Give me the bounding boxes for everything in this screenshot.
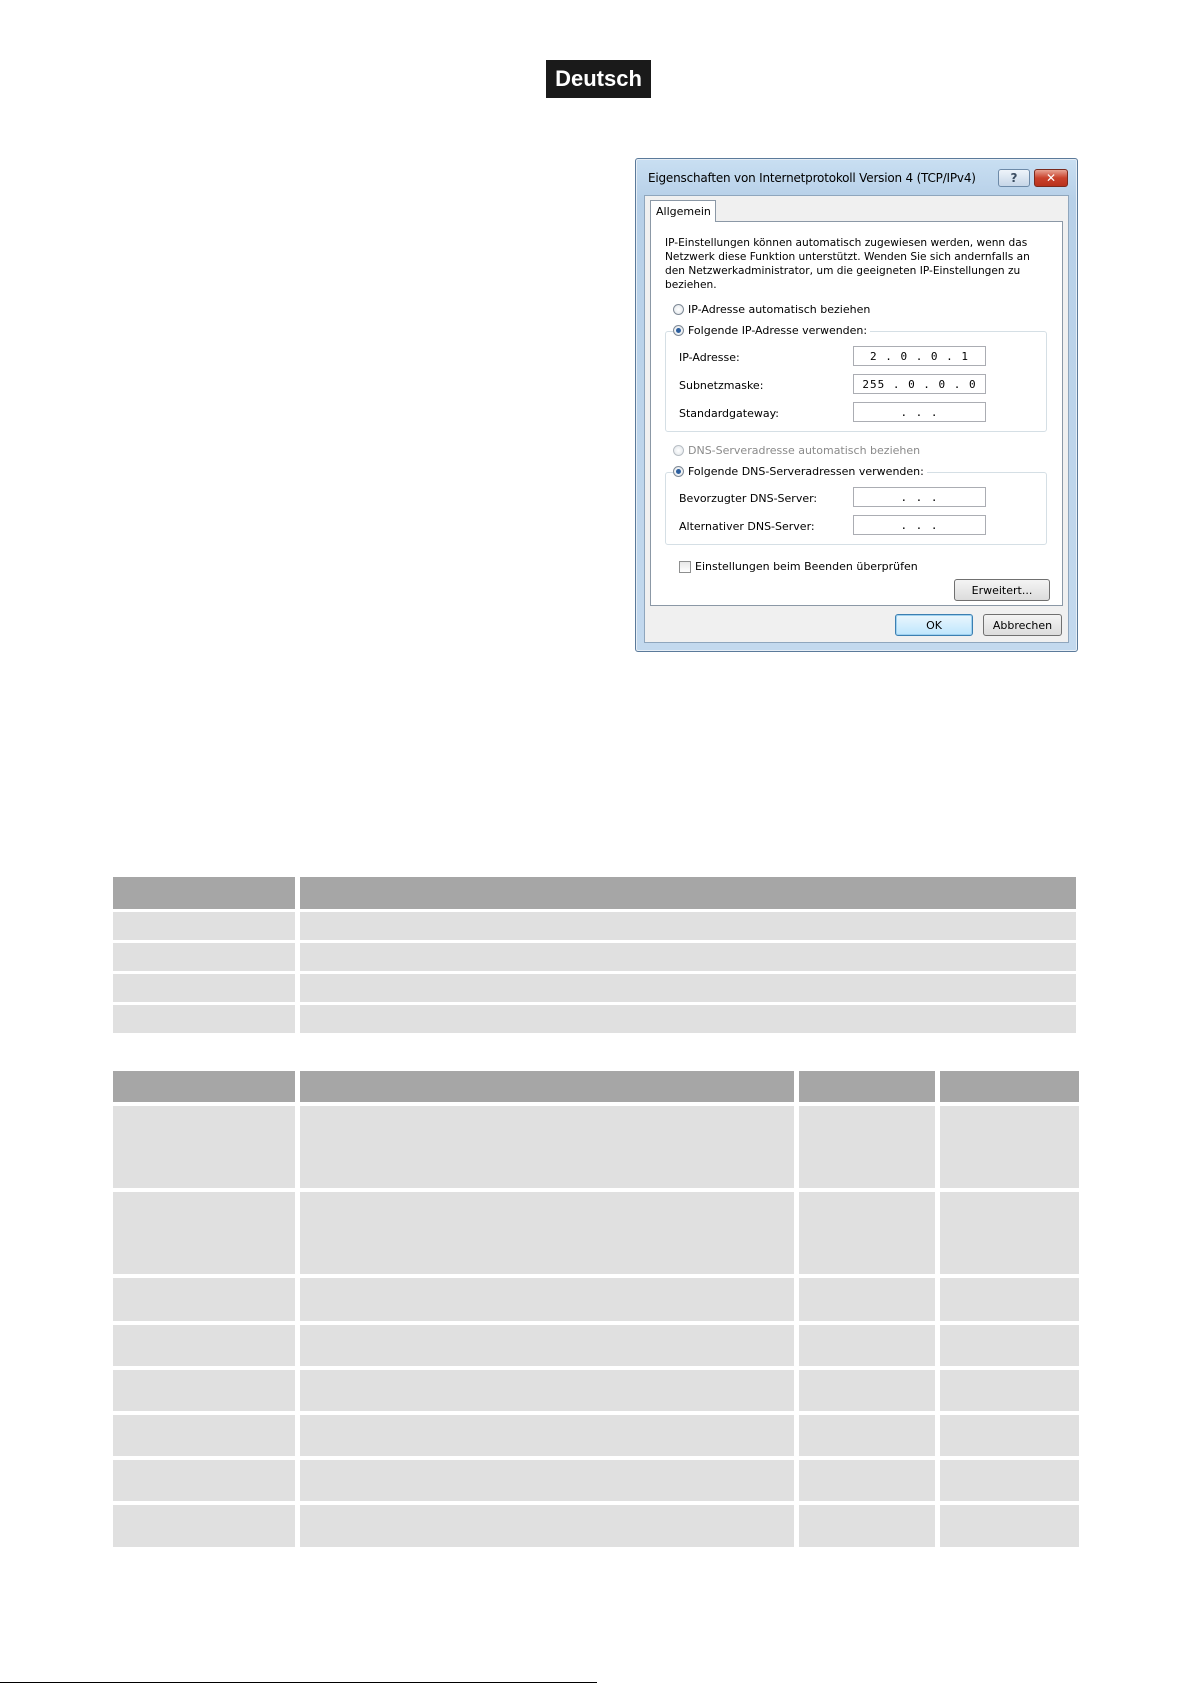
table-cell bbox=[113, 1415, 295, 1456]
table-cell bbox=[799, 1192, 935, 1274]
dns-auto-label: DNS-Serveradresse automatisch beziehen bbox=[688, 444, 921, 457]
table-cell bbox=[300, 1325, 794, 1366]
ip-auto-label: IP-Adresse automatisch beziehen bbox=[688, 303, 871, 316]
table-cell bbox=[940, 1278, 1079, 1321]
close-button[interactable] bbox=[1034, 169, 1068, 187]
table-cell bbox=[113, 943, 295, 971]
table-cell bbox=[113, 1460, 295, 1501]
table-cell bbox=[799, 1415, 935, 1456]
dns-auto-option[interactable] bbox=[673, 444, 923, 457]
table-header-cell bbox=[300, 1071, 794, 1102]
table-cell bbox=[300, 1005, 1076, 1033]
ip-auto-option[interactable] bbox=[673, 303, 873, 316]
table-cell bbox=[113, 1278, 295, 1321]
table-cell bbox=[300, 1505, 794, 1547]
table-cell bbox=[940, 1325, 1079, 1366]
table-cell bbox=[113, 1370, 295, 1411]
table-cell bbox=[300, 1460, 794, 1501]
table-cell bbox=[113, 1106, 295, 1188]
table-header-cell bbox=[113, 877, 295, 909]
table-cell bbox=[300, 912, 1076, 940]
tab-general[interactable]: Allgemein bbox=[650, 200, 716, 222]
table-cell bbox=[799, 1460, 935, 1501]
table-cell bbox=[300, 1415, 794, 1456]
table-cell bbox=[300, 1278, 794, 1321]
table-cell bbox=[300, 1106, 794, 1188]
table-header-cell bbox=[113, 1071, 295, 1102]
general-tab-panel bbox=[650, 221, 1063, 606]
table-header-cell bbox=[940, 1071, 1079, 1102]
subnet-mask-input[interactable]: 255 . 0 . 0 . 0 bbox=[853, 374, 986, 394]
table-cell bbox=[799, 1278, 935, 1321]
ip-manual-label: Folgende IP-Adresse verwenden: bbox=[688, 324, 868, 337]
dialog-title: Eigenschaften von Internetprotokoll Version 4 (TCP/IPv4) bbox=[648, 171, 976, 185]
table-cell bbox=[940, 1415, 1079, 1456]
ip-manual-option[interactable] bbox=[673, 324, 870, 337]
subnet-mask-label: Subnetzmaske: bbox=[679, 379, 764, 392]
radio-button-selected[interactable] bbox=[673, 325, 684, 336]
intro-text: IP-Einstellungen können automatisch zugewiesen werden, wenn das Netzwerk diese Funktion unterstützt. Wenden Sie sich andernfalls an den Netzwerkadministrator, um die geeigneten IP-Einstellungen zu beziehen. bbox=[665, 237, 1030, 291]
table-cell bbox=[113, 974, 295, 1002]
table-cell bbox=[113, 1325, 295, 1366]
close-icon: ✕ bbox=[1045, 171, 1057, 185]
radio-button[interactable] bbox=[673, 304, 684, 315]
dns-manual-option[interactable] bbox=[673, 465, 927, 478]
checkbox[interactable] bbox=[679, 561, 691, 573]
gateway-label: Standardgateway: bbox=[679, 407, 779, 420]
help-button[interactable] bbox=[998, 169, 1030, 187]
language-badge: Deutsch bbox=[546, 60, 651, 98]
dialog-body bbox=[644, 195, 1069, 643]
dns-alternate-input[interactable]: . . . bbox=[853, 515, 986, 535]
cancel-button[interactable]: Abbrechen bbox=[983, 614, 1062, 636]
dns-manual-label: Folgende DNS-Serveradressen verwenden: bbox=[688, 465, 924, 478]
advanced-button[interactable]: Erweitert... bbox=[954, 579, 1050, 601]
table-cell bbox=[799, 1325, 935, 1366]
table-cell bbox=[113, 912, 295, 940]
gateway-input[interactable]: . . . bbox=[853, 402, 986, 422]
validate-option[interactable] bbox=[679, 560, 918, 573]
table-cell bbox=[113, 1192, 295, 1274]
table-cell bbox=[940, 1106, 1079, 1188]
ip-address-label: IP-Adresse: bbox=[679, 351, 740, 364]
help-icon: ? bbox=[1010, 171, 1018, 185]
ip-address-input[interactable]: 2 . 0 . 0 . 1 bbox=[853, 346, 986, 366]
table-cell bbox=[799, 1505, 935, 1547]
table-cell bbox=[799, 1370, 935, 1411]
radio-button-selected[interactable] bbox=[673, 466, 684, 477]
table-header-cell bbox=[300, 877, 1076, 909]
footer-rule bbox=[0, 1682, 597, 1683]
tcpip-properties-dialog bbox=[635, 158, 1078, 652]
table-cell bbox=[113, 1005, 295, 1033]
table-header-cell bbox=[799, 1071, 935, 1102]
table-cell bbox=[300, 1192, 794, 1274]
table-cell bbox=[940, 1505, 1079, 1547]
table-cell bbox=[300, 974, 1076, 1002]
dns-preferred-input[interactable]: . . . bbox=[853, 487, 986, 507]
table-cell bbox=[113, 1505, 295, 1547]
table-cell bbox=[799, 1106, 935, 1188]
table-cell bbox=[300, 943, 1076, 971]
validate-label: Einstellungen beim Beenden überprüfen bbox=[695, 560, 918, 573]
ok-button[interactable]: OK bbox=[895, 614, 973, 636]
table-cell bbox=[940, 1460, 1079, 1501]
table-cell bbox=[940, 1370, 1079, 1411]
table-cell bbox=[300, 1370, 794, 1411]
dns-preferred-label: Bevorzugter DNS-Server: bbox=[679, 492, 818, 505]
radio-button[interactable] bbox=[673, 445, 684, 456]
table-cell bbox=[940, 1192, 1079, 1274]
dns-alternate-label: Alternativer DNS-Server: bbox=[679, 520, 815, 533]
